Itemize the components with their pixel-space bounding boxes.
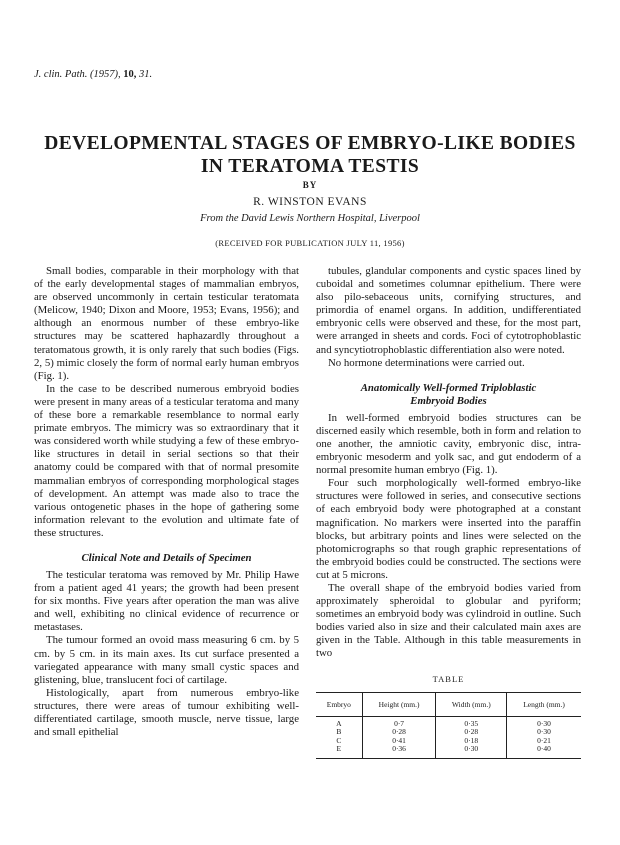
table-cell: 0·35 — [436, 716, 507, 728]
heading-line-1: Anatomically Well-formed Triploblastic — [360, 381, 537, 394]
right-column — [316, 265, 581, 759]
journal-name: J. clin. Path. — [34, 69, 88, 80]
table-cell: 0·7 — [362, 716, 436, 728]
column-header: Width (mm.) — [436, 692, 507, 716]
paragraph: The tumour formed an ovoid mass measuring 6 cm. by 5 cm. by 5 cm. in its main axes. Its cut surface presented a variegated appearance with many small cystic spaces and glistening, blue, translucent foci of cartilage. — [34, 634, 299, 686]
paragraph: No hormone determinations were carried out. — [328, 356, 525, 369]
article-title-line-1: DEVELOPMENTAL STAGES OF EMBRYO-LIKE BODIES — [44, 133, 576, 154]
paragraph: The overall shape of the embryoid bodies varied from approximately spheroidal to globular and pyriform; sometimes an embryoid body was cylindroid in outline. Such bodies varied also in size and their calculated main axes are given in the Table. Although in this table measurements in two — [316, 581, 581, 660]
table-cell: 0·30 — [507, 728, 581, 737]
column-header: Height (mm.) — [362, 692, 436, 716]
table-cell: 0·18 — [436, 737, 507, 746]
paragraph: In the case to be described numerous embryoid bodies were present in many areas of a testicular teratoma and many of these bore a remarkable resemblance to normal early primate embryos. The mimicry was so extraordinary that it was considered worth while studying a few of these embryo-like structures in detail in serial sections so that their anatomy could be compared with that of normal presomite mammalian embryos of corresponding morphological stages of development. An attempt was made also to trace the various ontogenetic phases in the hope of gathering some information relevant to the evolution and ultimate fate of these structures. — [34, 382, 299, 539]
table-cell: E — [316, 745, 362, 758]
paragraph: Four such morphologically well-formed embryo-like structures were followed in series, and consecutive sections of each embryoid body were photographed at a constant magnification. No markers were inserted into the paraffin blocks, but arbitrary points and lines were selected on the photomicrographs so that rough graphic representations of the embryoid bodies could be constructed. The sections were cut at 5 microns. — [316, 477, 581, 581]
article-title-line-2: IN TERATOMA TESTIS — [200, 156, 420, 177]
journal-page: 31. — [139, 69, 153, 80]
table-row — [316, 745, 581, 758]
paragraph: In well-formed embryoid bodies structures can be discerned easily which resemble, both in form and relation to one another, the amniotic cavity, embryonic disc, intra-embryonic mesoderm and yolk sac, and gut endoderm of a normal presomite human embryo (Fig. 1). — [316, 411, 581, 477]
table-cell: 0·41 — [362, 737, 436, 746]
author-affiliation: From the David Lewis Northern Hospital, Liverpool — [200, 213, 420, 224]
paragraph: tubules, glandular components and cystic spaces lined by cuboidal and sometimes columnar epithelium. There were also pilo-sebaceous units, cornifying structures, and primordia of enamel organs. In addition, undifferentiated embryonic cells were observed and these, for the most part, were arranged in sheets and cords. Foci of cytotrophoblastic and syncytiotrophoblastic differentiation also were noted. — [316, 265, 581, 356]
table-cell: 0·40 — [507, 745, 581, 758]
table-cell: 0·28 — [436, 728, 507, 737]
table-cell: 0·28 — [362, 728, 436, 737]
column-header: Length (mm.) — [507, 692, 581, 716]
table-cell: A — [336, 718, 342, 728]
column-header: Embryo — [316, 692, 362, 716]
byline: BY — [302, 180, 318, 190]
received-date: (RECEIVED FOR PUBLICATION JULY 11, 1956) — [215, 238, 405, 248]
journal-volume: 10, — [123, 69, 137, 80]
paragraph: Small bodies, comparable in their morphology with that of the early developmental stages of mammalian embryos, are observed uncommonly in certain testicular teratomata (Melicow, 1940; Dixon and Moore, 1953; Evans, 1956); and although an enormous number of these embryo-like structures may be scattered haphazardly throughout a teratomatous growth, it is only rarely that such bodies (Figs. 2, 5) mimic closely the form of normal early human embryos (Fig. 1). — [34, 265, 299, 382]
table-caption: TABLE — [432, 673, 465, 684]
left-column — [34, 265, 299, 739]
section-heading-clinical-note: Clinical Note and Details of Specimen — [81, 551, 252, 564]
paragraph: Histologically, apart from numerous embryo-like structures, there were areas of tumour exhibiting well-differentiated cartilage, smooth muscle, nerve tissue, large and small epithelial — [34, 686, 299, 739]
table-cell: 0·30 — [436, 745, 507, 758]
journal-citation — [34, 69, 152, 80]
heading-line-2: Embryoid Bodies — [410, 394, 487, 407]
table-cell: B — [336, 727, 342, 737]
journal-year: (1957), — [90, 69, 121, 80]
table-cell: 0·36 — [362, 745, 436, 758]
table-cell: 0·30 — [507, 716, 581, 728]
author-name: R. WINSTON EVANS — [253, 196, 367, 208]
table-cell: 0·21 — [507, 737, 581, 746]
table-header-row — [316, 692, 581, 716]
embryo-dimensions-table — [316, 692, 581, 759]
paragraph: The testicular teratoma was removed by Mr. Philip Hawe from a patient aged 41 years; the growth had been present for six months. Five years after operation the man was alive and well, exhibiting no clinical evidence of recurrence or metastases. — [34, 568, 299, 634]
section-heading-embryoid-bodies — [316, 382, 581, 408]
table-cell: C — [336, 735, 342, 745]
